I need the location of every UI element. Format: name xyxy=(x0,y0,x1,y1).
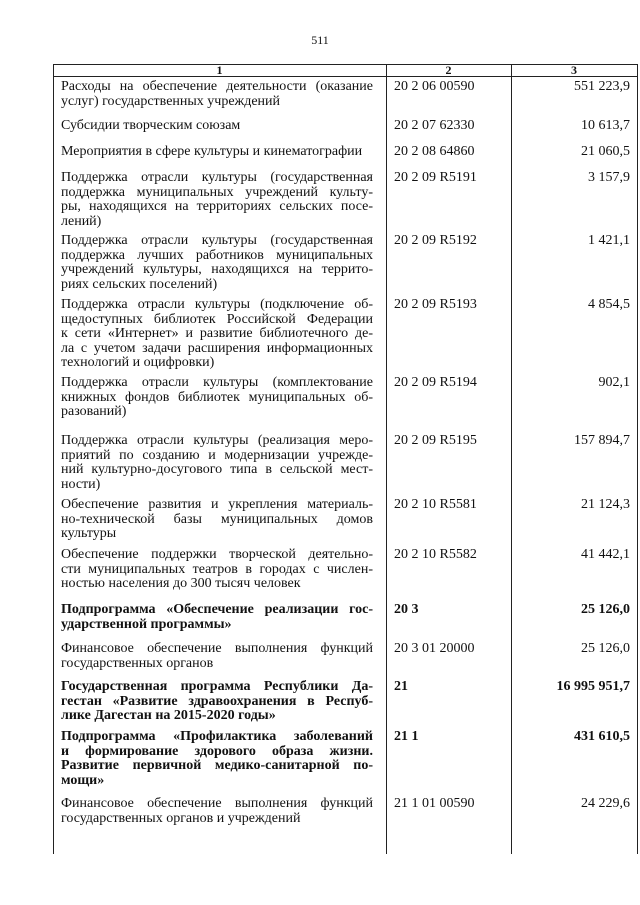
row-description xyxy=(61,603,373,632)
row-amount: 157 894,7 xyxy=(574,433,630,448)
row-code: 20 3 01 20000 xyxy=(394,641,475,656)
row-amount: 24 229,6 xyxy=(581,796,630,811)
description-line: лений) xyxy=(61,213,102,229)
row-description xyxy=(61,234,373,292)
row-amount: 551 223,9 xyxy=(574,79,630,94)
row-description xyxy=(61,680,373,724)
description-line: ла с учетом задачи расширения информационных xyxy=(61,340,373,356)
budget-table xyxy=(53,64,638,854)
description-line: технологий и оцифровки) xyxy=(61,355,215,370)
description-line: Мероприятия в сфере культуры и кинематографии xyxy=(61,144,363,159)
table-right-border xyxy=(637,64,638,854)
row-code: 20 2 09 R5195 xyxy=(394,433,477,448)
column-header-2: 2 xyxy=(445,63,452,77)
page-number: 511 xyxy=(311,33,329,47)
row-amount: 41 442,1 xyxy=(581,547,630,562)
row-description xyxy=(61,119,373,134)
description-line: Подпрограмма «Обеспечение реализации гос- xyxy=(61,602,373,617)
description-line: но-технической базы муниципальных домов xyxy=(61,511,373,527)
description-line: Финансовое обеспечение выполнения функций xyxy=(61,796,373,811)
row-description xyxy=(61,642,373,671)
row-description xyxy=(61,376,373,420)
row-amount: 4 854,5 xyxy=(588,297,630,312)
row-amount: 10 613,7 xyxy=(581,118,630,133)
row-amount: 902,1 xyxy=(598,375,630,390)
row-description xyxy=(61,434,373,492)
description-line: лике Дагестан на 2015-2020 годы» xyxy=(61,708,276,723)
description-line: Поддержка отрасли культуры (реализация меро- xyxy=(61,433,373,448)
row-amount: 3 157,9 xyxy=(588,170,630,185)
description-line: мощи» xyxy=(61,772,105,788)
row-code: 20 2 06 00590 xyxy=(394,79,475,94)
description-line: Субсидии творческим союзам xyxy=(61,118,241,133)
description-line: Финансовое обеспечение выполнения функций xyxy=(61,641,373,656)
table-left-border xyxy=(53,64,54,854)
description-line: Поддержка отрасли культуры (подключение об- xyxy=(61,297,373,312)
row-code: 21 1 01 00590 xyxy=(394,796,475,811)
row-amount: 1 421,1 xyxy=(588,233,630,248)
row-code: 20 2 08 64860 xyxy=(394,144,475,159)
description-line: поддержка муниципальных учреждений культу- xyxy=(61,184,373,200)
column-header-1: 1 xyxy=(216,63,223,77)
description-line: щедоступных библиотек Российской Федерации xyxy=(61,311,373,327)
row-description xyxy=(61,498,373,542)
row-description xyxy=(61,298,373,371)
description-line: ний культурно-досугового типа в сельской мест- xyxy=(61,462,373,477)
column-divider-1 xyxy=(386,64,387,854)
row-amount: 16 995 951,7 xyxy=(556,679,630,694)
description-line: Обеспечение поддержки творческой деятельно- xyxy=(61,547,373,562)
row-code: 20 2 10 R5582 xyxy=(394,547,477,562)
row-amount: 25 126,0 xyxy=(581,602,630,617)
description-line: сти муниципальных театров в городах с числен- xyxy=(61,561,373,577)
description-line: Подпрограмма «Профилактика заболеваний xyxy=(61,729,373,744)
description-line: ности) xyxy=(61,476,101,492)
row-description xyxy=(61,730,373,788)
row-code: 20 2 10 R5581 xyxy=(394,497,477,512)
description-line: риях сельских поселений) xyxy=(61,276,218,292)
row-description xyxy=(61,548,373,592)
description-line: книжных фондов библиотек муниципальных об- xyxy=(61,389,373,405)
row-code: 21 1 xyxy=(394,729,419,744)
description-line: услуг) государственных учреждений xyxy=(61,93,281,109)
description-line: и формирование здорового образа жизни. xyxy=(61,743,373,759)
description-line: Развитие первичной медико-санитарной по- xyxy=(61,758,373,773)
row-description xyxy=(61,145,373,160)
description-line: разований) xyxy=(61,404,127,419)
description-line: Поддержка отрасли культуры (государственная xyxy=(61,233,373,248)
description-line: поддержка лучших работников муниципальных xyxy=(61,247,373,263)
description-line: Расходы на обеспечение деятельности (оказание xyxy=(61,79,373,94)
description-line: учреждений культуры, находящихся на террито- xyxy=(61,262,373,277)
row-amount: 21 060,5 xyxy=(581,144,630,159)
description-line: ударственной программы» xyxy=(61,616,232,632)
description-line: Государственная программа Республики Да- xyxy=(61,679,373,694)
header-bottom-border xyxy=(53,76,638,77)
row-code: 20 3 xyxy=(394,602,419,617)
description-line: Поддержка отрасли культуры (комплектование xyxy=(61,375,373,390)
row-amount: 431 610,5 xyxy=(574,729,630,744)
description-line: к сети «Интернет» и развитие библиотечного де- xyxy=(61,326,373,341)
description-line: культуры xyxy=(61,526,117,541)
row-code: 20 2 09 R5192 xyxy=(394,233,477,248)
row-code: 21 xyxy=(394,679,408,694)
description-line: приятий по созданию и модернизации учрежде- xyxy=(61,447,373,463)
row-code: 20 2 09 R5191 xyxy=(394,170,477,185)
description-line: ностью населения до 300 тысяч человек xyxy=(61,576,301,591)
row-description xyxy=(61,80,373,109)
row-code: 20 2 09 R5193 xyxy=(394,297,477,312)
description-line: гестан «Развитие здравоохранения в Респуб- xyxy=(61,693,373,709)
column-header-3: 3 xyxy=(571,63,577,77)
column-divider-2 xyxy=(511,64,512,854)
row-amount: 21 124,3 xyxy=(581,497,630,512)
description-line: государственных органов и учреждений xyxy=(61,810,301,826)
description-line: государственных органов xyxy=(61,655,214,671)
row-code: 20 2 09 R5194 xyxy=(394,375,477,390)
description-line: ры, находящихся на территориях сельских посе- xyxy=(61,199,373,214)
row-amount: 25 126,0 xyxy=(581,641,630,656)
description-line: Обеспечение развития и укрепления материаль- xyxy=(61,497,373,512)
row-description xyxy=(61,171,373,229)
row-description xyxy=(61,797,373,826)
row-code: 20 2 07 62330 xyxy=(394,118,475,133)
description-line: Поддержка отрасли культуры (государственная xyxy=(61,170,373,185)
